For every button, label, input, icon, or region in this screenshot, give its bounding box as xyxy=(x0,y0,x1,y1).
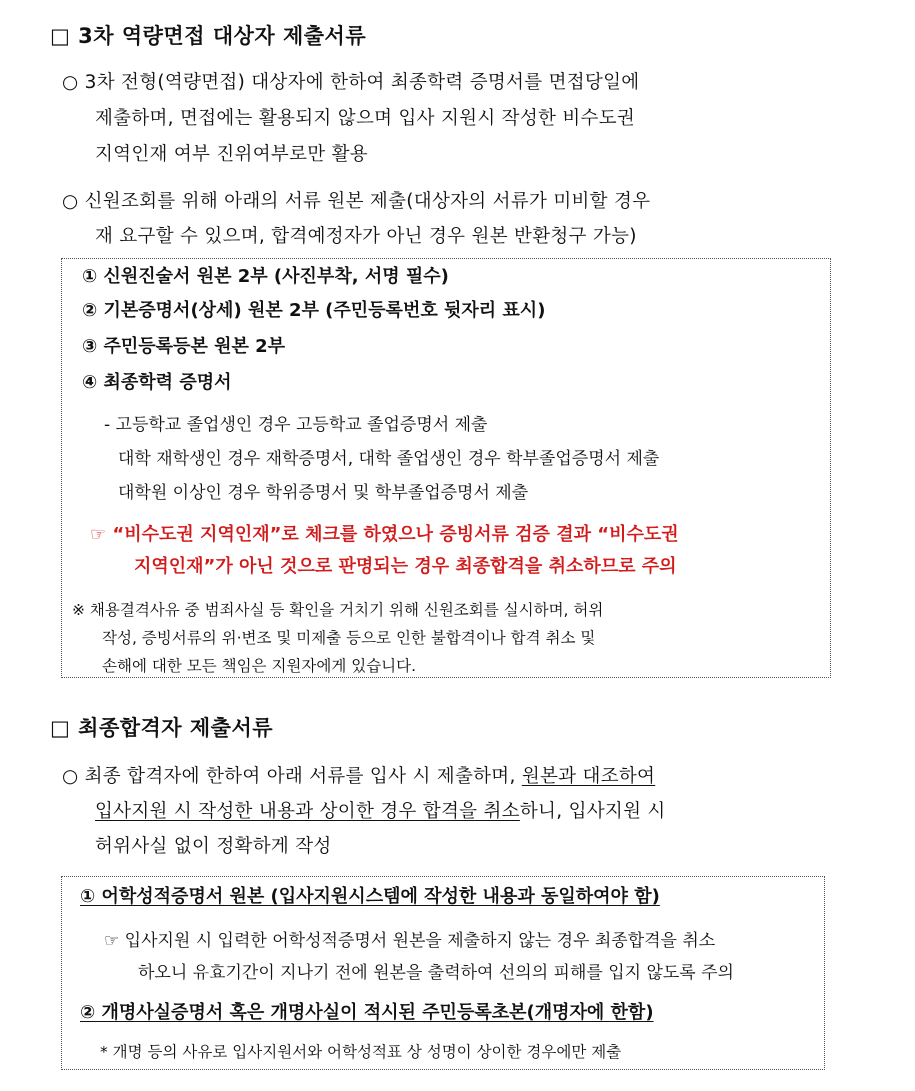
section1-p2-line2: 재 요구할 수 있으며, 합격예정자가 아닌 경우 원본 반환청구 가능) xyxy=(95,226,637,247)
section2-p1-line1 xyxy=(62,762,655,788)
section2-p1-line1-text: ○ 최종 합격자에 한하여 아래 서류를 입사 시 제출하며, xyxy=(62,766,522,787)
education-sub-line2: 대학 재학생인 경우 재학증명서, 대학 졸업생인 경우 학부졸업증명서 제출 xyxy=(118,449,660,469)
section2-p1-line3: 허위사실 없이 정확하게 작성 xyxy=(95,836,332,857)
item-basic-certificate: ② 기본증명서(상세) 원본 2부 (주민등록번호 뒷자리 표시) xyxy=(82,300,546,321)
warning-line1: ☞ “비수도권 지역인재”로 체크를 하였으나 증빙서류 검증 결과 “비수도권 xyxy=(90,524,679,545)
section2-title: □ 최종합격자 제출서류 xyxy=(50,716,274,740)
name-change-note: * 개명 등의 사유로 입사지원서와 어학성적표 상 성명이 상이한 경우에만 제출 xyxy=(100,1043,622,1061)
section1-p2-line1: ○ 신원조회를 위해 아래의 서류 원본 제출(대상자의 서류가 미비할 경우 xyxy=(62,191,651,212)
item-personal-statement: ① 신원진술서 원본 2부 (사진부착, 서명 필수) xyxy=(82,266,449,287)
note-line1: ※ 채용결격사유 중 범죄사실 등 확인을 거치기 위해 신원조회를 실시하며, 허위 xyxy=(72,601,604,619)
item-education-certificate: ④ 최종학력 증명서 xyxy=(82,372,232,393)
education-sub-line1: - 고등학교 졸업생인 경우 고등학교 졸업증명서 제출 xyxy=(104,415,488,435)
section2-p1-line1-underlined: 원본과 대조하여 xyxy=(521,766,656,787)
item-language-certificate: ① 어학성적증명서 원본 (입사지원시스템에 작성한 내용과 동일하여야 함) xyxy=(80,886,660,907)
section2-p1-line2-underlined: 입사지원 시 작성한 내용과 상이한 경우 합격을 취소 xyxy=(95,801,520,822)
section1-p1-line2: 제출하며, 면접에는 활용되지 않으며 입사 지원시 작성한 비수도권 xyxy=(95,108,636,129)
section2-p1-line2-text: 하니, 입사지원 시 xyxy=(519,801,666,822)
item-resident-registration: ③ 주민등록등본 원본 2부 xyxy=(82,336,286,357)
section1-title: □ 3차 역량면접 대상자 제출서류 xyxy=(50,24,367,48)
note-line2: 작성, 증빙서류의 위·변조 및 미제출 등으로 인한 불합격이나 합격 취소 및 xyxy=(102,629,596,647)
warning-line2: 지역인재”가 아닌 것으로 판명되는 경우 최종합격을 취소하므로 주의 xyxy=(134,556,677,577)
language-note-line1: ☞ 입사지원 시 입력한 어학성적증명서 원본을 제출하지 않는 경우 최종합격을 취소 xyxy=(104,931,716,951)
education-sub-line3: 대학원 이상인 경우 학위증명서 및 학부졸업증명서 제출 xyxy=(118,483,529,503)
section2-p1-line2 xyxy=(95,797,666,823)
item-name-change-certificate: ② 개명사실증명서 혹은 개명사실이 적시된 주민등록초본(개명자에 한함) xyxy=(80,1002,654,1023)
note-line3: 손해에 대한 모든 책임은 지원자에게 있습니다. xyxy=(102,657,417,675)
section1-p1-line1: ○ 3차 전형(역량면접) 대상자에 한하여 최종학력 증명서를 면접당일에 xyxy=(62,72,640,93)
section1-p1-line3: 지역인재 여부 진위여부로만 활용 xyxy=(95,144,368,165)
language-note-line2: 하오니 유효기간이 지나기 전에 원본을 출력하여 선의의 피해를 입지 않도록 주의 xyxy=(138,963,734,983)
